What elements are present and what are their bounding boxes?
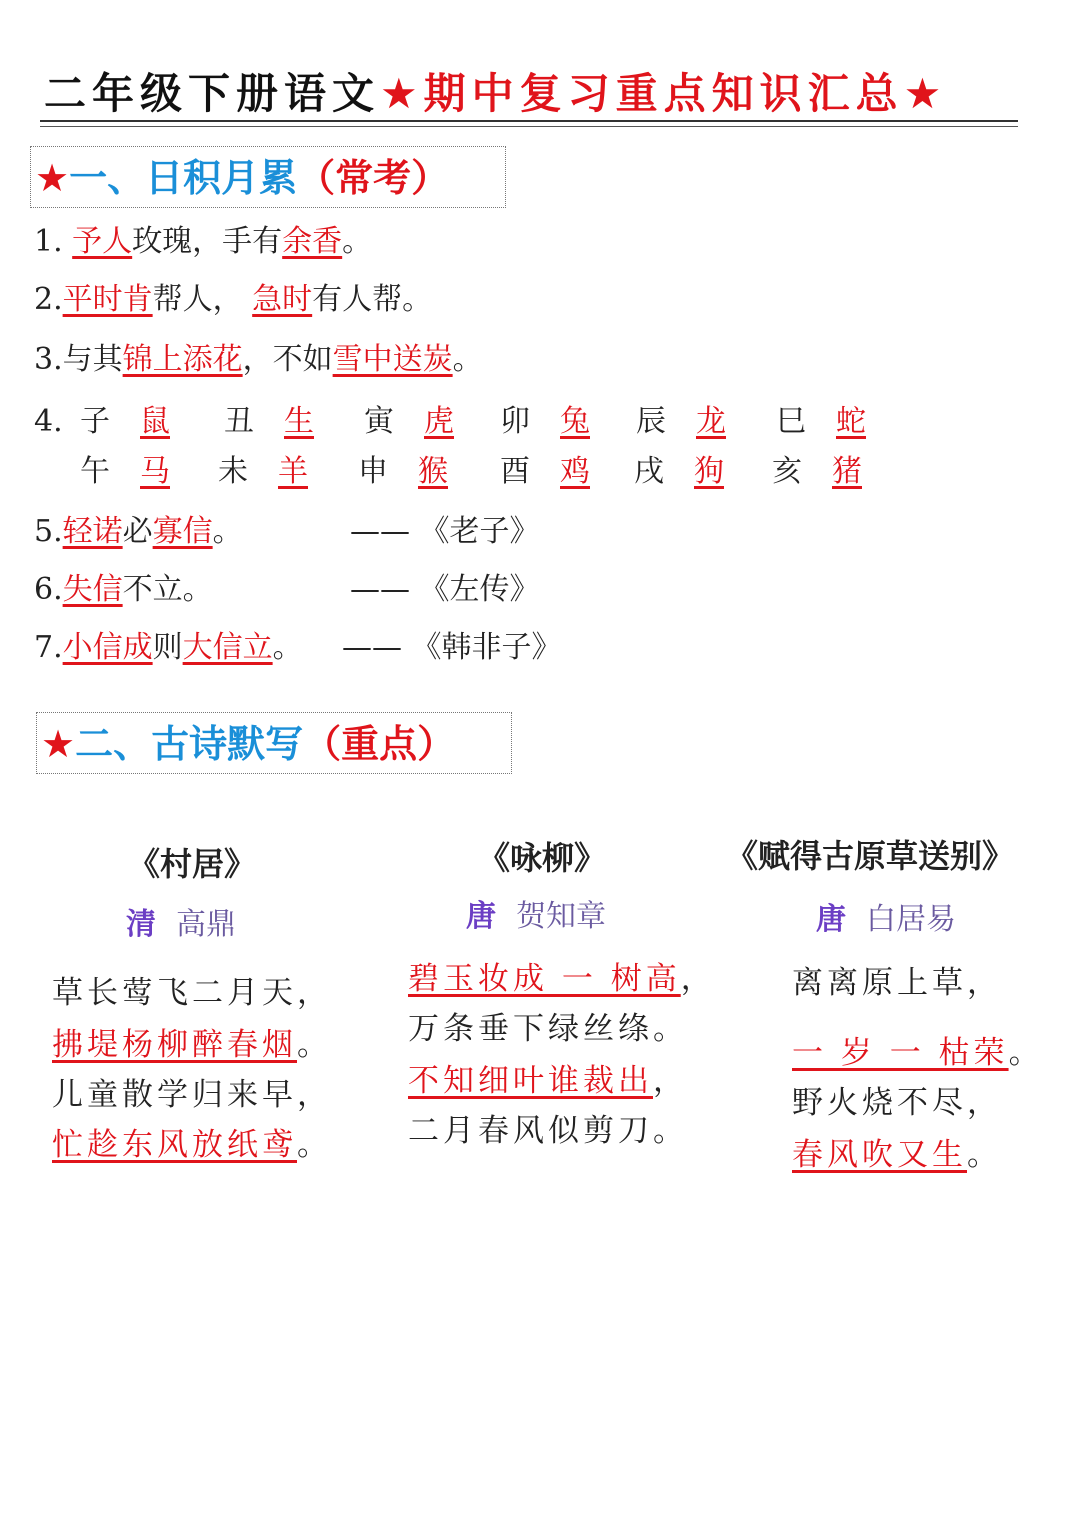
branch: 辰 bbox=[636, 404, 666, 439]
poem-dynasty: 清 bbox=[126, 907, 156, 942]
branch: 寅 bbox=[364, 404, 394, 439]
zodiac-pair bbox=[358, 452, 448, 492]
text: 。 bbox=[452, 342, 483, 377]
answer: 锦上添花 bbox=[122, 342, 243, 377]
animal: 猴 bbox=[418, 454, 448, 489]
animal: 鼠 bbox=[140, 404, 170, 439]
poem-dynasty: 唐 bbox=[816, 902, 846, 937]
item-6 bbox=[34, 570, 213, 610]
poem-author bbox=[466, 895, 606, 939]
text: 帮人， bbox=[152, 282, 243, 317]
answer: 予人 bbox=[72, 224, 133, 259]
branch: 卯 bbox=[500, 404, 530, 439]
text: 必 bbox=[122, 514, 153, 549]
answer: 雪中送炭 bbox=[332, 342, 453, 377]
item-1 bbox=[34, 222, 372, 262]
text: 。 bbox=[212, 514, 243, 549]
zodiac-pair bbox=[364, 402, 454, 442]
answer: 轻诺 bbox=[62, 514, 123, 549]
zodiac-pair bbox=[224, 402, 314, 442]
line-answer: 一 岁 一 枯荣 bbox=[792, 1035, 1009, 1071]
star-icon: ★ bbox=[41, 722, 76, 766]
title-rule bbox=[40, 120, 1018, 122]
line-answer: 不知细叶谁裁出 bbox=[408, 1063, 653, 1099]
poem-line bbox=[792, 1078, 1002, 1128]
section-title: 一、日积月累 bbox=[69, 156, 298, 200]
section-heading-1 bbox=[30, 146, 506, 208]
zodiac-pair bbox=[500, 452, 590, 492]
poem-author-name: 贺知章 bbox=[516, 899, 606, 934]
item-number: 7. bbox=[34, 630, 63, 665]
zodiac-pair bbox=[776, 402, 866, 442]
animal: 鸡 bbox=[560, 454, 590, 489]
punct: ， bbox=[653, 1063, 688, 1099]
poem-line bbox=[52, 1120, 332, 1170]
text: 则 bbox=[152, 630, 183, 665]
animal: 狗 bbox=[694, 454, 724, 489]
zodiac-pair bbox=[80, 452, 170, 492]
punct: 。 bbox=[1008, 1035, 1044, 1071]
animal: 兔 bbox=[560, 404, 590, 439]
answer: 余香 bbox=[282, 224, 343, 259]
title-rule-thin bbox=[40, 126, 1018, 127]
animal: 羊 bbox=[278, 454, 308, 489]
branch: 巳 bbox=[776, 404, 806, 439]
branch: 戌 bbox=[634, 454, 664, 489]
item-number: 2. bbox=[34, 282, 63, 317]
animal: 马 bbox=[140, 454, 170, 489]
poem-line bbox=[408, 1004, 688, 1054]
branch: 申 bbox=[358, 454, 388, 489]
poem-author bbox=[126, 903, 236, 947]
branch: 未 bbox=[218, 454, 248, 489]
text: 。 bbox=[272, 630, 303, 665]
poem-line bbox=[408, 1106, 688, 1156]
punct: 。 bbox=[297, 1127, 332, 1163]
line-text: 二月春风似剪刀。 bbox=[408, 1113, 688, 1149]
answer: 平时肯 bbox=[62, 282, 153, 317]
branch: 午 bbox=[80, 454, 110, 489]
line-answer: 碧玉妆成 一 树高 bbox=[408, 961, 681, 997]
poem-line bbox=[792, 1028, 1044, 1078]
answer: 急时 bbox=[252, 282, 313, 317]
animal: 生 bbox=[284, 404, 314, 439]
punct: ， bbox=[680, 961, 716, 997]
answer: 寡信 bbox=[152, 514, 213, 549]
section-heading-2 bbox=[36, 712, 512, 774]
section-title: 二、古诗默写 bbox=[75, 722, 304, 766]
branch: 子 bbox=[80, 404, 110, 439]
poem-author-name: 白居易 bbox=[866, 902, 956, 937]
punct: 。 bbox=[297, 1027, 332, 1063]
item-5 bbox=[34, 512, 243, 552]
branch: 酉 bbox=[500, 454, 530, 489]
line-text: 草长莺飞二月天， bbox=[52, 975, 332, 1011]
line-text: 离离原上草， bbox=[792, 965, 1002, 1001]
zodiac-pair bbox=[636, 402, 726, 442]
text: 不立。 bbox=[122, 572, 213, 607]
item-number: 3. bbox=[34, 342, 63, 377]
page-title bbox=[44, 66, 1034, 122]
line-text: 儿童散学归来早， bbox=[52, 1077, 332, 1113]
zodiac-pair bbox=[772, 452, 862, 492]
section-tag: （常考） bbox=[297, 156, 450, 200]
quote-source: —— 《老子》 bbox=[350, 514, 540, 549]
branch: 亥 bbox=[772, 454, 802, 489]
poem-title: 《村居》 bbox=[128, 845, 257, 883]
poem-line bbox=[52, 968, 332, 1018]
line-answer: 拂堤杨柳醉春烟 bbox=[52, 1027, 297, 1063]
zodiac-pair bbox=[80, 402, 170, 442]
punct: 。 bbox=[967, 1137, 1002, 1173]
answer: 小信成 bbox=[62, 630, 153, 665]
item-number: 4. bbox=[34, 404, 63, 439]
poem-line bbox=[52, 1070, 332, 1120]
answer: 大信立 bbox=[182, 630, 273, 665]
poem-dynasty: 唐 bbox=[466, 899, 496, 934]
poem-title: 《赋得古原草送别》 bbox=[726, 837, 1015, 875]
poem-author bbox=[816, 898, 956, 942]
answer: 失信 bbox=[62, 572, 123, 607]
line-text: 野火烧不尽， bbox=[792, 1085, 1002, 1121]
star-icon: ★ bbox=[35, 156, 70, 200]
item-7 bbox=[34, 628, 303, 668]
zodiac-pair bbox=[500, 402, 590, 442]
title-part1: 二年级下册语文 bbox=[44, 69, 381, 118]
item-3 bbox=[34, 340, 483, 380]
quote-source: —— 《韩非子》 bbox=[342, 630, 562, 665]
line-answer: 春风吹又生 bbox=[792, 1137, 967, 1173]
line-answer: 忙趁东风放纸鸢 bbox=[52, 1127, 297, 1163]
quote-source: —— 《左传》 bbox=[350, 572, 540, 607]
zodiac-pair bbox=[218, 452, 308, 492]
animal: 蛇 bbox=[836, 404, 866, 439]
item-number: 1. bbox=[34, 224, 63, 259]
animal: 龙 bbox=[696, 404, 726, 439]
poem-title: 《咏柳》 bbox=[478, 839, 607, 877]
text: 玫瑰，手有 bbox=[132, 224, 283, 259]
section-tag: （重点） bbox=[303, 722, 456, 766]
poem-line bbox=[792, 958, 1002, 1008]
text: 。 bbox=[342, 224, 373, 259]
poem-line bbox=[408, 954, 716, 1004]
poem-author-name: 高鼎 bbox=[176, 907, 236, 942]
animal: 猪 bbox=[832, 454, 862, 489]
branch: 丑 bbox=[224, 404, 254, 439]
line-text: 万条垂下绿丝绦。 bbox=[408, 1011, 688, 1047]
title-part2: ★期中复习重点知识汇总★ bbox=[380, 69, 948, 118]
item-number: 5. bbox=[34, 514, 63, 549]
text: ，不如 bbox=[242, 342, 333, 377]
text: 与其 bbox=[62, 342, 123, 377]
poem-line bbox=[52, 1020, 332, 1070]
text: 有人帮。 bbox=[312, 282, 433, 317]
poem-line bbox=[408, 1056, 688, 1106]
item-2 bbox=[34, 280, 432, 320]
zodiac-pair bbox=[634, 452, 724, 492]
item-number: 6. bbox=[34, 572, 63, 607]
animal: 虎 bbox=[424, 404, 454, 439]
poem-line bbox=[792, 1130, 1002, 1180]
